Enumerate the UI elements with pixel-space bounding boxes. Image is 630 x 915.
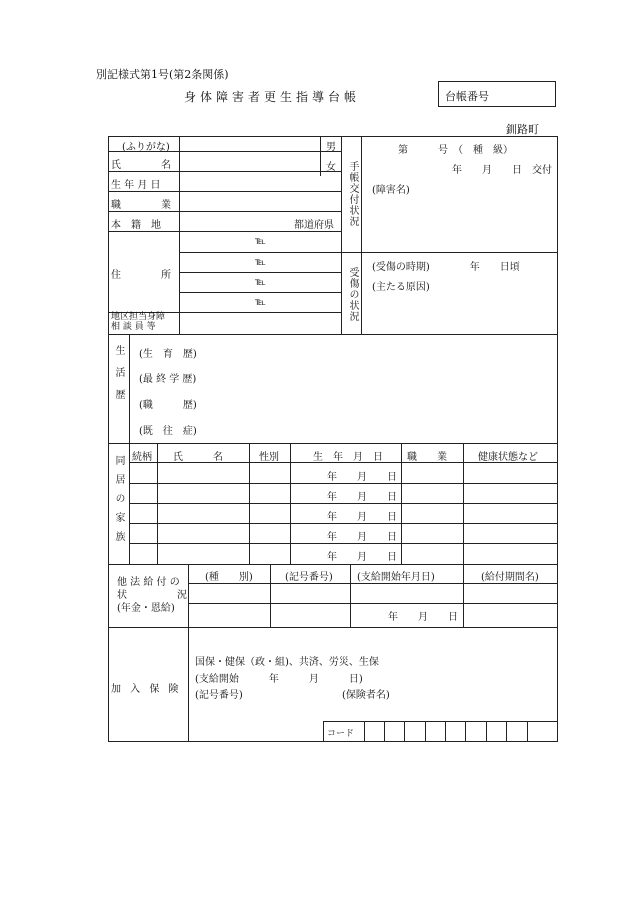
address-label: 住 所 (111, 270, 171, 281)
insurer-name-label: (保険者名) (342, 690, 390, 701)
family-col-relation: 続柄 (132, 452, 152, 463)
insurance-label: 加 入 保 険 (111, 684, 182, 695)
upbringing-label: (生 育 歴) (139, 349, 197, 360)
family-birth-cell: 年 月 日 (327, 532, 397, 543)
insurance-number-label: (記号番号) (195, 690, 243, 701)
family-col-health: 健康状態など (478, 452, 538, 463)
benefit-period-header: (給付期間名) (481, 572, 539, 583)
family-col-sex: 性別 (259, 452, 279, 463)
page-title: 身体障害者更生指導台帳 (184, 90, 361, 104)
family-col-name: 氏 名 (173, 452, 223, 463)
family-label: 同居の家族 (113, 455, 124, 550)
handbook-status-label: 手帳交付状況 (347, 161, 358, 227)
benefit-number-header: (記号番号) (285, 572, 333, 583)
insurance-start: (支給開始 年 月 日) (195, 674, 363, 685)
injury-status-label: 受傷の状況 (347, 267, 358, 322)
injury-cause-label: (主たる原因) (372, 282, 430, 293)
benefit-start-header: (支給開始年月日) (357, 572, 435, 583)
code-label: コード (327, 729, 355, 739)
benefit-start-date: 年 月 日 (388, 612, 458, 623)
phone-icon: ℡ (255, 277, 266, 288)
phone-icon: ℡ (255, 297, 266, 308)
furigana-label: (ふりがな) (122, 142, 170, 153)
name-label: 氏 名 (111, 160, 171, 171)
male-option[interactable]: 男 (326, 142, 336, 153)
family-col-birth: 生 年 月 日 (313, 452, 383, 463)
phone-icon: ℡ (255, 236, 266, 247)
injury-time-label: (受傷の時期) 年 日頃 (372, 262, 520, 273)
female-option[interactable]: 女 (326, 162, 336, 173)
ledger-number-label: 台帳番号 (445, 90, 489, 103)
work-history-label: (職 歴) (139, 400, 197, 411)
prefecture-label: 都道府県 (294, 220, 334, 231)
phone-icon: ℡ (255, 257, 266, 268)
handbook-issue-date: 年 月 日 交付 (452, 165, 552, 176)
life-history-label: 生活歴 (113, 345, 124, 411)
domicile-label: 本 籍 地 (111, 220, 161, 231)
benefit-type-header: (種 別) (205, 572, 253, 583)
town-name: 釧路町 (506, 123, 539, 136)
family-birth-cell: 年 月 日 (327, 552, 397, 563)
insurance-types: 国保・健保（政・組)、共済、労災、生保 (195, 657, 379, 668)
form-number: 別記様式第1号(第2条関係) (96, 68, 229, 81)
family-birth-cell: 年 月 日 (327, 472, 397, 483)
family-birth-cell: 年 月 日 (327, 512, 397, 523)
occupation-label: 職 業 (111, 200, 171, 211)
family-birth-cell: 年 月 日 (327, 492, 397, 503)
family-col-job: 職 業 (407, 452, 447, 463)
education-label: (最 終 学 歴) (139, 374, 197, 385)
birth-date-label: 生 年 月 日 (111, 180, 161, 191)
consultant-label: 地区担当身障 相 談 員 等 (111, 312, 166, 332)
handbook-number: 第 号 （ 種 級） (398, 145, 513, 156)
disability-name-label: (障害名) (372, 185, 410, 196)
ledger-number-box[interactable] (438, 81, 556, 107)
other-benefits-label: 他 法 給 付 の 状 況 (年金・恩給) (117, 577, 187, 614)
medical-history-label: (既 往 症) (139, 426, 197, 437)
